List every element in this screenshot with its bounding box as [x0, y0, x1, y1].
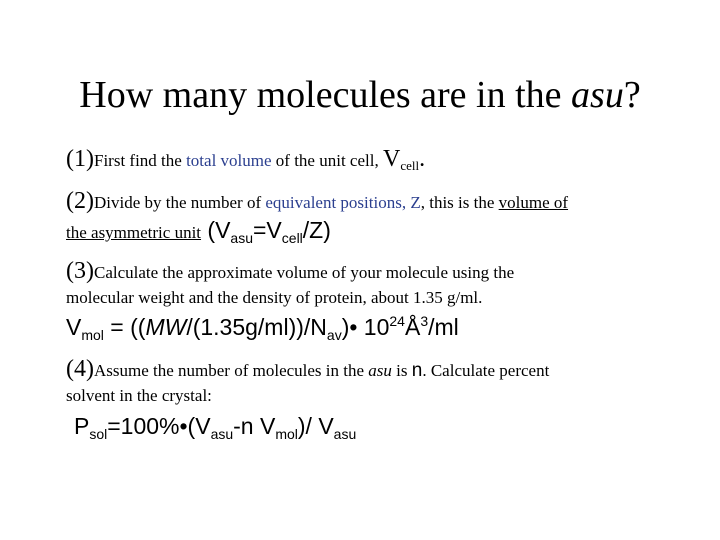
- step-1-v: V: [382, 146, 401, 172]
- step-2-underline-b: the asymmetric unit: [66, 223, 202, 242]
- eq2-part-c: )/ V: [297, 413, 334, 439]
- title-text: How many molecules are in the: [79, 74, 572, 116]
- slide-title: [0, 72, 720, 118]
- eq-sup-3: 3: [420, 313, 429, 329]
- step-1-text-a: First find the: [93, 151, 187, 170]
- eq-sup-24: 24: [389, 313, 405, 329]
- step-4-line-2: [66, 386, 212, 406]
- eq-part-b: /(1.35g/ml))/N: [186, 314, 327, 340]
- eq-part-c: )• 10: [341, 314, 390, 340]
- step-1-highlight: total volume: [186, 151, 272, 170]
- title-end: ?: [623, 74, 641, 116]
- step-4-text-d: solvent in the crystal:: [66, 386, 212, 405]
- step-2-text-b: , this is the: [420, 193, 499, 212]
- step-1-line: [66, 146, 425, 174]
- step-4-text-b: is: [391, 361, 412, 380]
- eq-angstrom: Å: [404, 314, 421, 340]
- eq-part-e: /ml: [428, 314, 459, 340]
- step-1-text-b: of the unit cell,: [271, 151, 383, 170]
- step-3-text-a: Calculate the approximate volume of your molecule using the: [93, 263, 515, 282]
- eq2-p: P: [74, 413, 90, 439]
- step-4-line-1: [66, 356, 549, 383]
- step-2-line-2: [66, 217, 331, 246]
- step-4-text-c: . Calculate percent: [422, 361, 550, 380]
- step-2-line-1: [66, 188, 568, 215]
- step-4-asu: asu: [368, 361, 392, 380]
- eq2-part-b: -n V: [233, 413, 276, 439]
- step-2-formula-open: (V: [201, 217, 231, 243]
- eq-sub-mol: mol: [81, 327, 104, 343]
- eq-sub-av: av: [326, 327, 342, 343]
- step-3-text-b: molecular weight and the density of protein, about 1.35 g/ml.: [66, 288, 483, 307]
- step-3-line-2: [66, 288, 482, 308]
- step-4-number: (4): [66, 356, 94, 382]
- eq2-part-a: =100%•(V: [107, 413, 211, 439]
- eq2-sub-sol: sol: [89, 426, 108, 442]
- step-2-highlight-text: equivalent positions, Z: [265, 193, 421, 212]
- step-2-number: (2): [66, 188, 94, 214]
- eq2-sub-asu: asu: [210, 426, 234, 442]
- step-2-formula-mid: =V: [253, 217, 282, 243]
- step-3-number: (3): [66, 258, 94, 284]
- solvent-percent-equation: [74, 413, 356, 442]
- step-3-line-1: [66, 258, 514, 285]
- molecular-volume-equation: [66, 313, 459, 343]
- eq-mw: MW: [145, 314, 187, 340]
- step-2-text-a: Divide by the number of: [93, 193, 266, 212]
- step-4-n: n: [411, 360, 423, 381]
- step-1-end: .: [419, 146, 426, 172]
- eq2-sub-asu-2: asu: [333, 426, 357, 442]
- step-2-formula-sub-asu: asu: [230, 230, 253, 246]
- step-2-formula-end: /Z): [302, 217, 331, 243]
- step-4-text-a: Assume the number of molecules in the: [93, 361, 369, 380]
- step-2-highlight: [265, 193, 420, 212]
- eq2-sub-mol: mol: [275, 426, 298, 442]
- step-2-underline-a: volume of: [498, 193, 569, 212]
- title-italic: asu: [571, 74, 624, 116]
- eq-part-a: = ((: [103, 314, 146, 340]
- step-1-v-sub: cell: [400, 158, 420, 173]
- step-2-formula-sub-cell: cell: [281, 230, 303, 246]
- eq-v: V: [66, 314, 82, 340]
- step-1-number: (1): [66, 146, 94, 172]
